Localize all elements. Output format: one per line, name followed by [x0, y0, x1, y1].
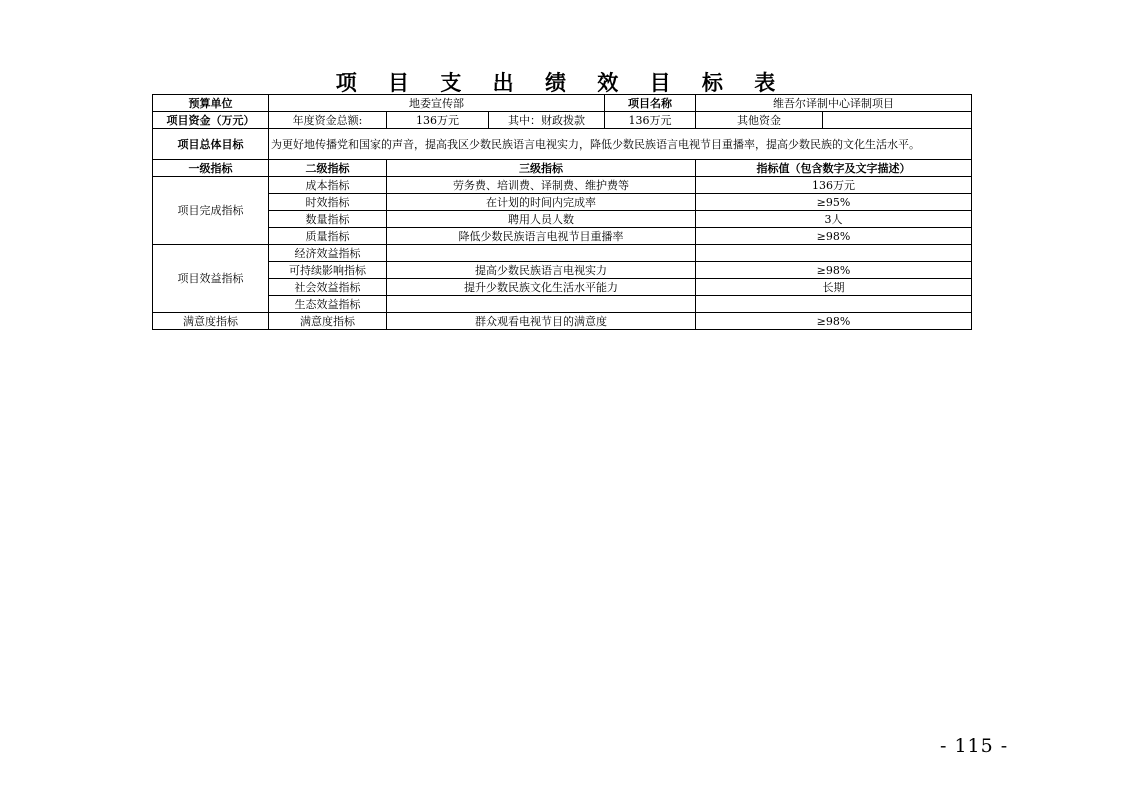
value-cell: ≥98% — [696, 228, 972, 245]
value-cell: ≥98% — [696, 262, 972, 279]
annual-total-value: 136万元 — [387, 112, 489, 129]
level2-cell: 经济效益指标 — [269, 245, 387, 262]
value-cell: 长期 — [696, 279, 972, 296]
table-title: 项 目 支 出 绩 效 目 标 表 — [335, 71, 788, 95]
header-row — [153, 95, 972, 112]
level3-cell: 群众观看电视节目的满意度 — [387, 313, 696, 330]
fiscal-label: 其中：财政拨款 — [489, 112, 605, 129]
performance-target-table — [152, 94, 972, 330]
project-name-label: 项目名称 — [605, 95, 696, 112]
table-row — [153, 211, 972, 228]
level3-cell: 在计划的时间内完成率 — [387, 194, 696, 211]
fiscal-value: 136万元 — [605, 112, 696, 129]
level2-cell: 质量指标 — [269, 228, 387, 245]
level2-header: 二级指标 — [269, 160, 387, 177]
budget-unit-value: 地委宣传部 — [269, 95, 605, 112]
level2-cell: 成本指标 — [269, 177, 387, 194]
table-row — [153, 245, 972, 262]
table-row — [153, 279, 972, 296]
level2-cell: 社会效益指标 — [269, 279, 387, 296]
level3-header: 三级指标 — [387, 160, 696, 177]
goal-text: 为更好地传播党和国家的声音，提高我区少数民族语言电视实力，降低少数民族语言电视节目重播率，提高少数民族的文化生活水平。 — [269, 129, 972, 160]
level3-cell: 降低少数民族语言电视节目重播率 — [387, 228, 696, 245]
level1-cell: 满意度指标 — [153, 313, 269, 330]
annual-total-label: 年度资金总额: — [269, 112, 387, 129]
level2-cell: 生态效益指标 — [269, 296, 387, 313]
value-cell: ≥98% — [696, 313, 972, 330]
value-cell — [696, 245, 972, 262]
value-cell: 3人 — [696, 211, 972, 228]
table-row — [153, 313, 972, 330]
project-name-value: 维吾尔译制中心译制项目 — [696, 95, 972, 112]
level3-cell: 提升少数民族文化生活水平能力 — [387, 279, 696, 296]
level2-cell: 满意度指标 — [269, 313, 387, 330]
table-row — [153, 177, 972, 194]
other-funds-value — [823, 112, 972, 129]
column-header-row — [153, 160, 972, 177]
level1-cell: 项目效益指标 — [153, 245, 269, 313]
level3-cell — [387, 245, 696, 262]
table-row — [153, 228, 972, 245]
table-row — [153, 262, 972, 279]
level3-cell — [387, 296, 696, 313]
level1-cell: 项目完成指标 — [153, 177, 269, 245]
level3-cell: 聘用人员人数 — [387, 211, 696, 228]
table-row — [153, 296, 972, 313]
value-header: 指标值（包含数字及文字描述） — [696, 160, 972, 177]
budget-unit-label: 预算单位 — [153, 95, 269, 112]
goal-label: 项目总体目标 — [153, 129, 269, 160]
value-cell: 136万元 — [696, 177, 972, 194]
funds-row — [153, 112, 972, 129]
other-funds-label: 其他资金 — [696, 112, 823, 129]
table-row — [153, 194, 972, 211]
funds-label: 项目资金（万元） — [153, 112, 269, 129]
value-cell — [696, 296, 972, 313]
level2-cell: 时效指标 — [269, 194, 387, 211]
level1-header: 一级指标 — [153, 160, 269, 177]
level2-cell: 可持续影响指标 — [269, 262, 387, 279]
level3-cell: 劳务费、培训费、译制费、维护费等 — [387, 177, 696, 194]
level3-cell: 提高少数民族语言电视实力 — [387, 262, 696, 279]
value-cell: ≥95% — [696, 194, 972, 211]
page-number: - 115 - — [940, 735, 1009, 757]
level2-cell: 数量指标 — [269, 211, 387, 228]
goal-row — [153, 129, 972, 160]
